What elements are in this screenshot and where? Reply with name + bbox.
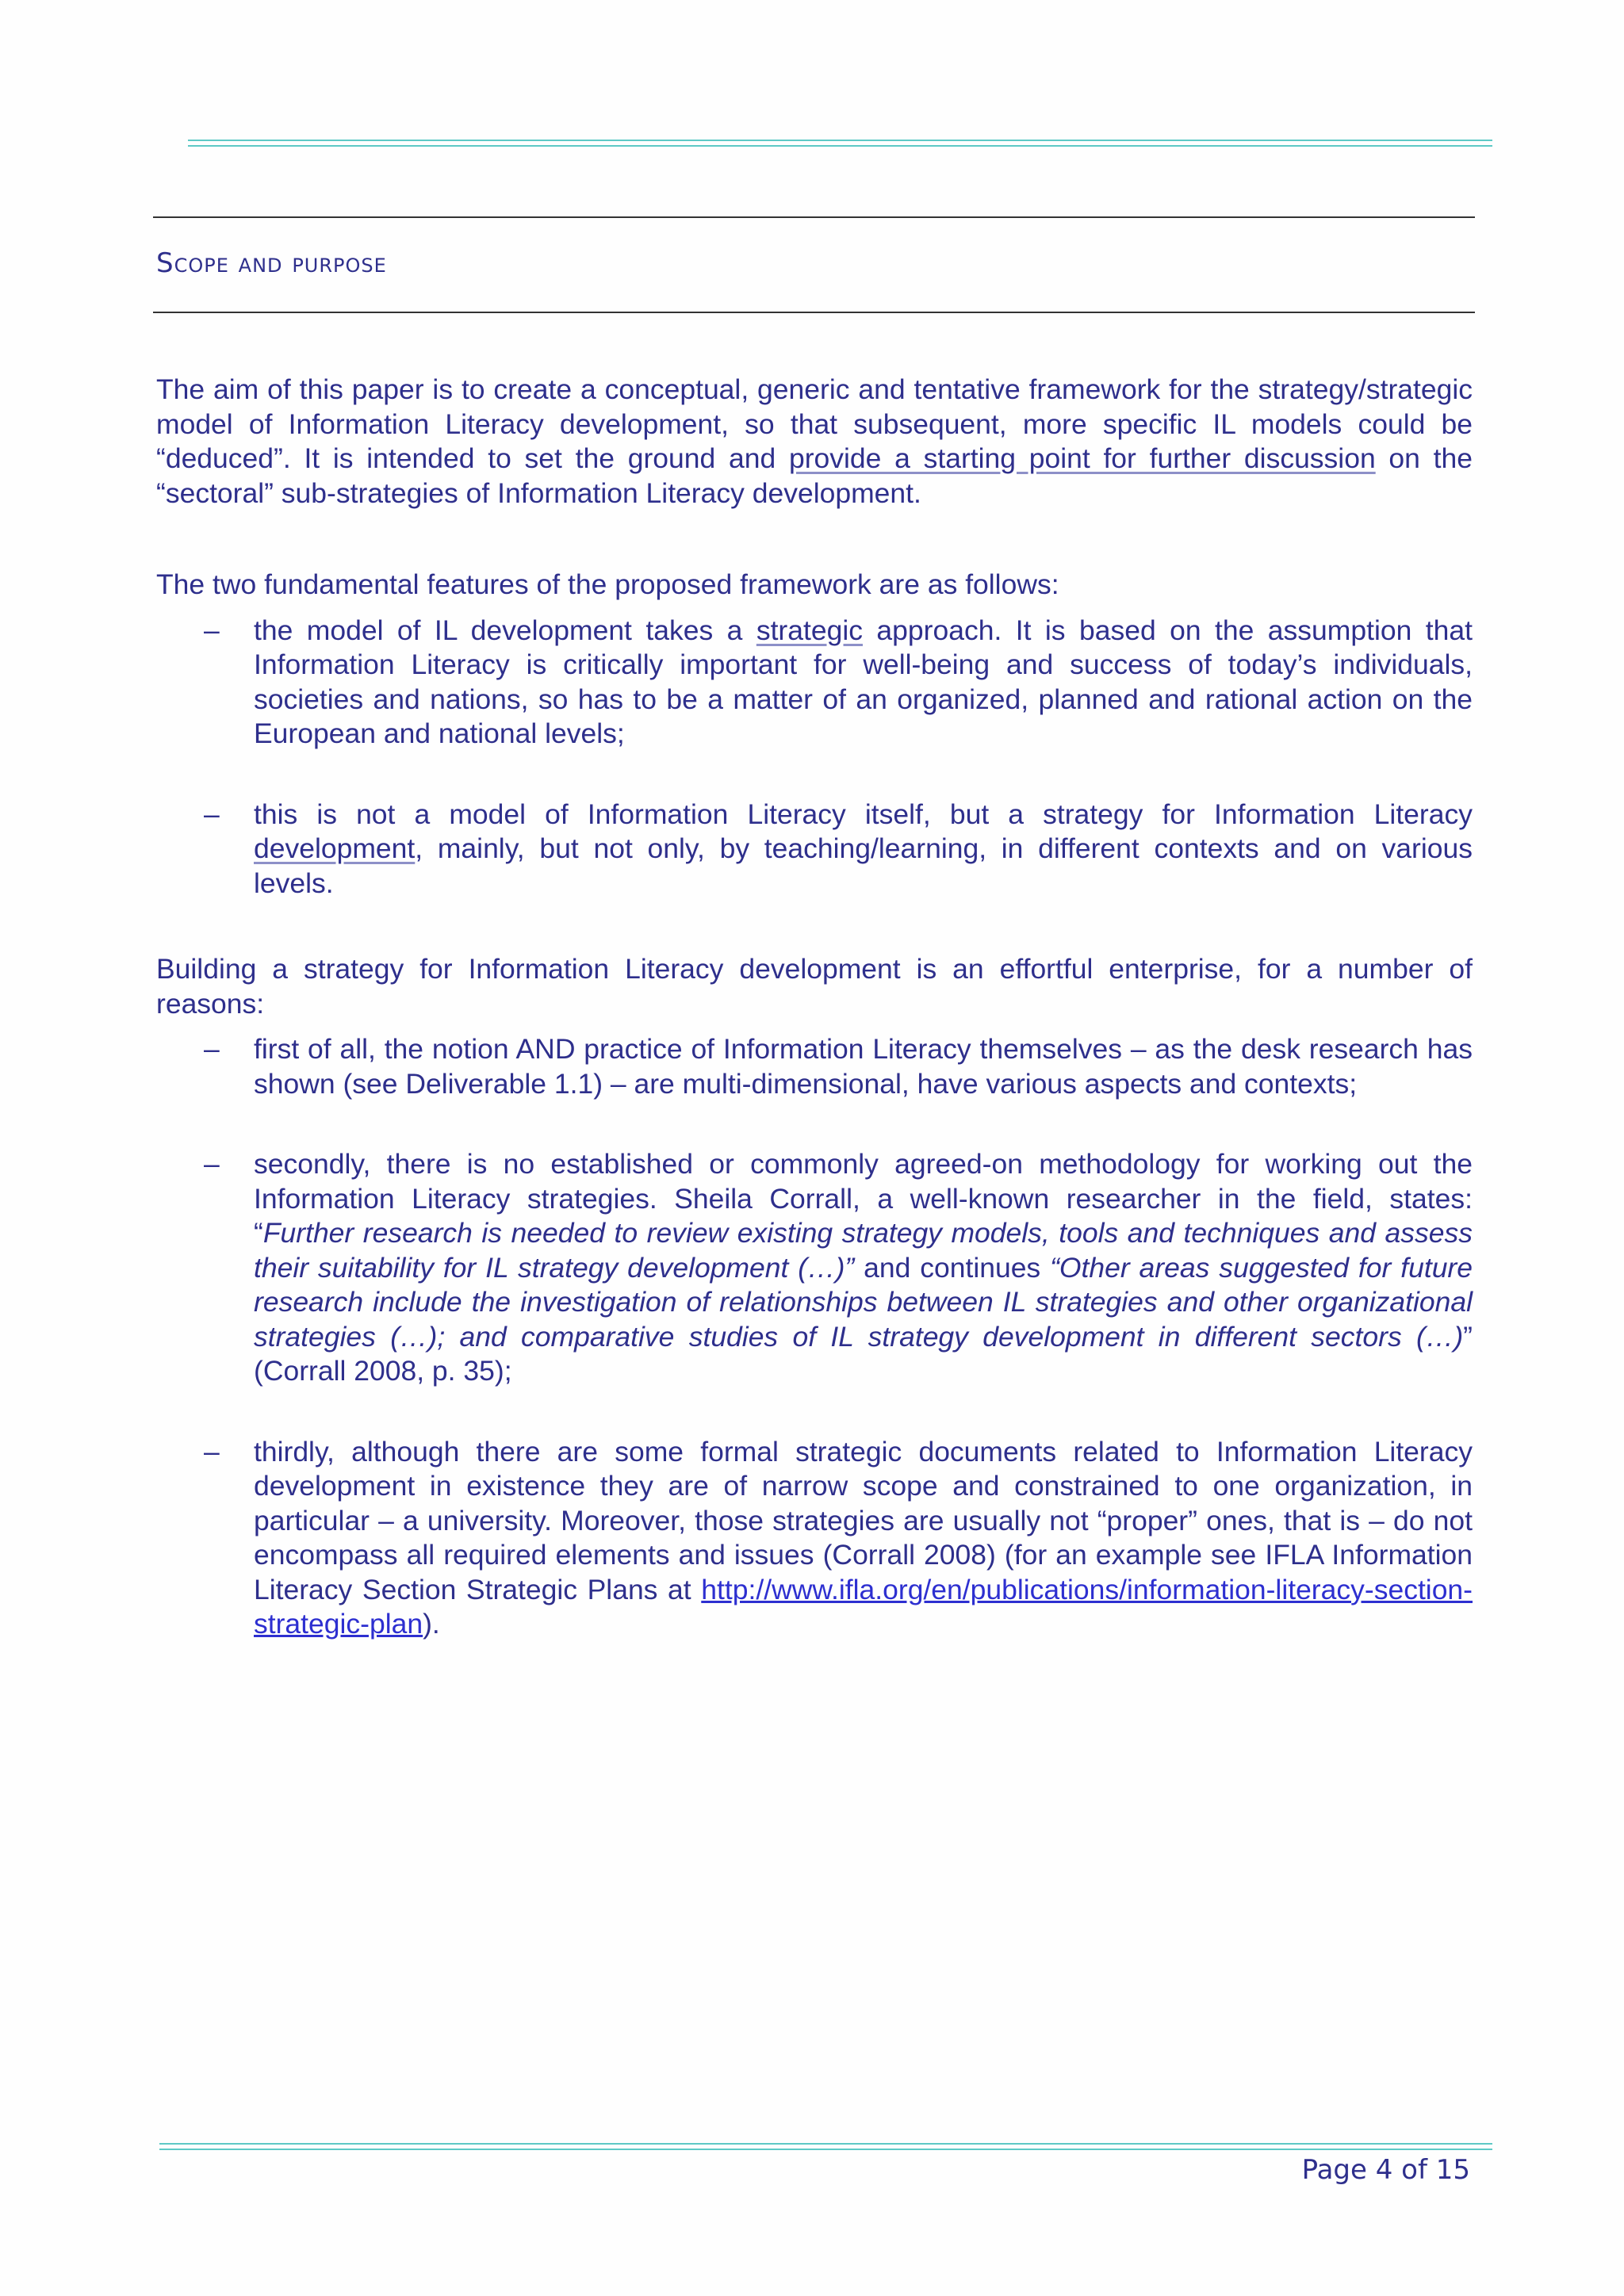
header-rule [188,140,1492,147]
intro-text: The aim of this paper is to create a conceptual, generic and tentative framework for the strategy/strategic model of Information Literacy development, so that subsequent, more specific IL models could be “deduced”. It is intended to set the ground and [156,373,1473,474]
section-rule-bottom [153,312,1475,313]
features-lead: The two fundamental features of the proposed framework are as follows: [156,568,1059,600]
intro-paragraph [156,373,1473,511]
dash-bullet-icon: – [204,798,220,830]
dash-bullet-icon: – [204,1148,220,1180]
reasons-list [156,1032,1473,1642]
intro-underlined-text: provide a starting point for further discussion [788,442,1376,474]
footer-rule [159,2143,1492,2150]
quote-italic: “Other areas suggested for future research include the investigation of relationships between IL strategies and other organizational strategies (…); and comparative studies of IL strategy development in different sectors (…) [254,1251,1473,1353]
reasons-lead: Building a strategy for Information Literacy development is an effortful enterprise, for a number of reasons: [156,953,1473,1020]
list-item: – secondly, there is no established or commonly agreed-on methodology for working out the Information Literacy strategies. Sheila Corrall, a well-known researcher in the field, states: “Further research is needed to review existing strategy models, tools and techniques and assess their suitability for IL strategy development (…)” and continues “Other areas suggested for future research include the investigation of relationships between IL strategies and other organizational strategies (…); and comparative studies of IL strategy development in different sectors (…)” (Corrall 2008, p. 35); [204,1148,1473,1387]
list-item: – first of all, the notion AND practice of Information Literacy themselves – as the desk research has shown (see Deliverable 1.1) – are multi-dimensional, have various aspects and contexts; [204,1033,1473,1100]
page-number: Page 4 of 15 [1301,2154,1470,2186]
intro-text-end: on the “sectoral” sub-strategies of Information Literacy development. [156,442,1473,509]
dash-bullet-icon: – [204,614,220,646]
dash-bullet-icon: – [204,1435,220,1468]
section-rule-top [153,216,1475,218]
underlined-word-development: development [254,832,416,864]
document-body [156,373,1473,1642]
list-item: – this is not a model of Information Literacy itself, but a strategy for Information Literacy development, mainly, but not only, by teaching/learning, in different contexts and on various levels. [204,798,1473,899]
section-title: Scope and purpose [156,247,387,279]
underlined-word-strategic: strategic [756,614,863,646]
list-item: – thirdly, although there are some formal strategic documents related to Information Literacy development in existence they are of narrow scope and constrained to one organization, in particular – a university. Moreover, those strategies are usually not “proper” ones, that is – do not encompass all required elements and issues (Corrall 2008) (for an example see IFLA Information Literacy Section Strategic Plans at http://www.ifla.org/en/publications/information-literacy-section-strategic-plan). [204,1435,1473,1640]
list-item: – the model of IL development takes a strategic approach. It is based on the assumption that Information Literacy is critically important for well-being and success of today’s individuals, societies and nations, so has to be a matter of an organized, planned and rational action on the European and national levels; [204,614,1473,749]
quote-italic: Further research is needed to review existing strategy models, tools and techniques and assess their suitability for IL strategy development (…)” [254,1217,1473,1284]
features-list [156,614,1473,901]
ifla-strategic-plan-link[interactable]: http://www.ifla.org/en/publications/information-literacy-section-strategic-plan [254,1573,1473,1640]
dash-bullet-icon: – [204,1033,220,1065]
